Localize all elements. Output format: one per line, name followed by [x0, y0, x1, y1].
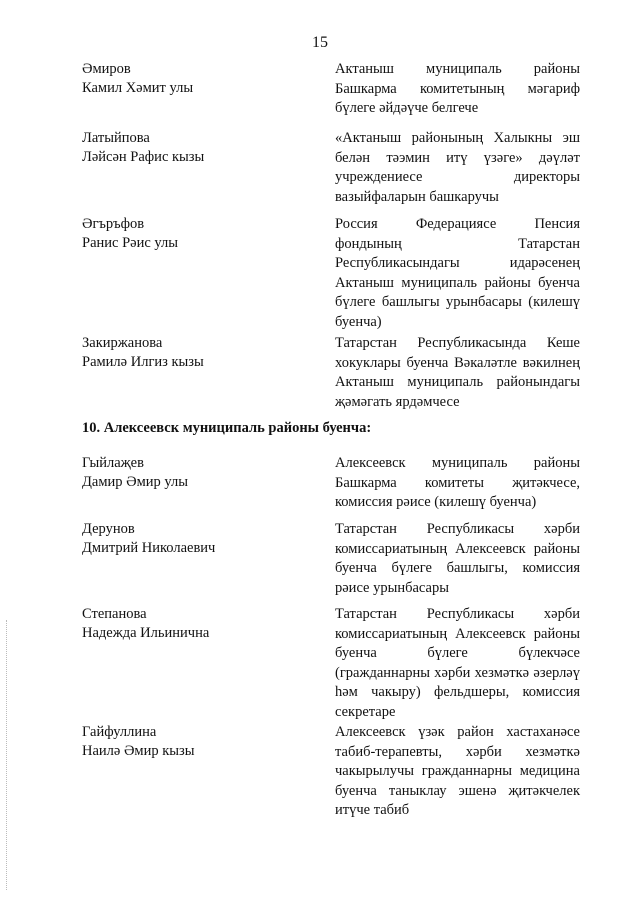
member-name	[82, 605, 322, 643]
member-surname: Гайфуллина	[82, 724, 157, 740]
member-name	[82, 454, 322, 492]
member-name	[82, 520, 322, 558]
section-heading: 10. Алексеевск муниципаль районы буенча:	[82, 420, 372, 436]
member-surname: Латыйпова	[82, 130, 150, 146]
member-role: Татарстан Республикасы хәрби комиссариатының Алексеевск районы буенча бүлеге бүлекчәсе (гражданнарны хәрби хезмәткә әзерләү һәм чакыру) фельдшеры, комиссия секретаре	[335, 606, 580, 720]
member-surname: Степанова	[82, 606, 147, 622]
member-given-name: Дамир Әмир улы	[82, 474, 189, 490]
member-given-name: Камил Хәмит улы	[82, 80, 194, 96]
member-role: Алексеевск муниципаль районы Башкарма комитеты җитәкчесе, комиссия рәисе (килешү буенча)	[335, 455, 580, 510]
member-role: Алексеевск үзәк район хастаханәсе табиб-терапевты, хәрби хезмәткә чакырылучы гражданнарны медицина буенча таныклау эшенә җитәкчелек итүче табиб	[335, 724, 580, 818]
member-given-name: Рамилә Илгиз кызы	[82, 354, 204, 370]
scan-margin-artifact	[6, 620, 9, 890]
page-number: 15	[312, 34, 328, 51]
member-role: Татарстан Республикасында Кеше хокуклары буенча Вәкаләтле вәкилнең Актаныш муниципаль районындагы җәмәгать ярдәмчесе	[335, 335, 580, 410]
member-role: Татарстан Республикасы хәрби комиссариатының Алексеевск районы буенча бүлеге башлыгы, комиссия рәисе урынбасары	[335, 521, 580, 596]
member-name	[82, 129, 322, 167]
member-name	[82, 334, 322, 372]
member-name	[82, 60, 322, 98]
member-given-name: Наилә Әмир кызы	[82, 743, 195, 759]
member-role: Актаныш муниципаль районы Башкарма комитетының мәгариф бүлеге әйдәүче белгече	[335, 61, 580, 116]
member-given-name: Ранис Рәис улы	[82, 235, 178, 251]
member-given-name: Надежда Ильинична	[82, 625, 210, 641]
member-role: Россия Федерациясе Пенсия фондының Татарстан Республикасындагы идарәсенең Актаныш муниципаль районы буенча бүлеге башлыгы урынбасары (килешү буенча)	[335, 216, 580, 330]
member-surname: Әмиров	[82, 61, 131, 77]
member-role: «Актаныш районының Халыкны эш белән тәэмин итү үзәге» дәүләт учреждениесе директоры вазыйфаларын башкаручы	[335, 130, 580, 205]
member-surname: Әгъръфов	[82, 216, 145, 232]
member-name	[82, 215, 322, 253]
member-surname: Дерунов	[82, 521, 135, 537]
member-name	[82, 723, 322, 761]
member-given-name: Дмитрий Николаевич	[82, 540, 216, 556]
member-given-name: Ләйсән Рафис кызы	[82, 149, 205, 165]
member-surname: Гыйлаҗев	[82, 455, 144, 471]
member-surname: Закиржанова	[82, 335, 163, 351]
